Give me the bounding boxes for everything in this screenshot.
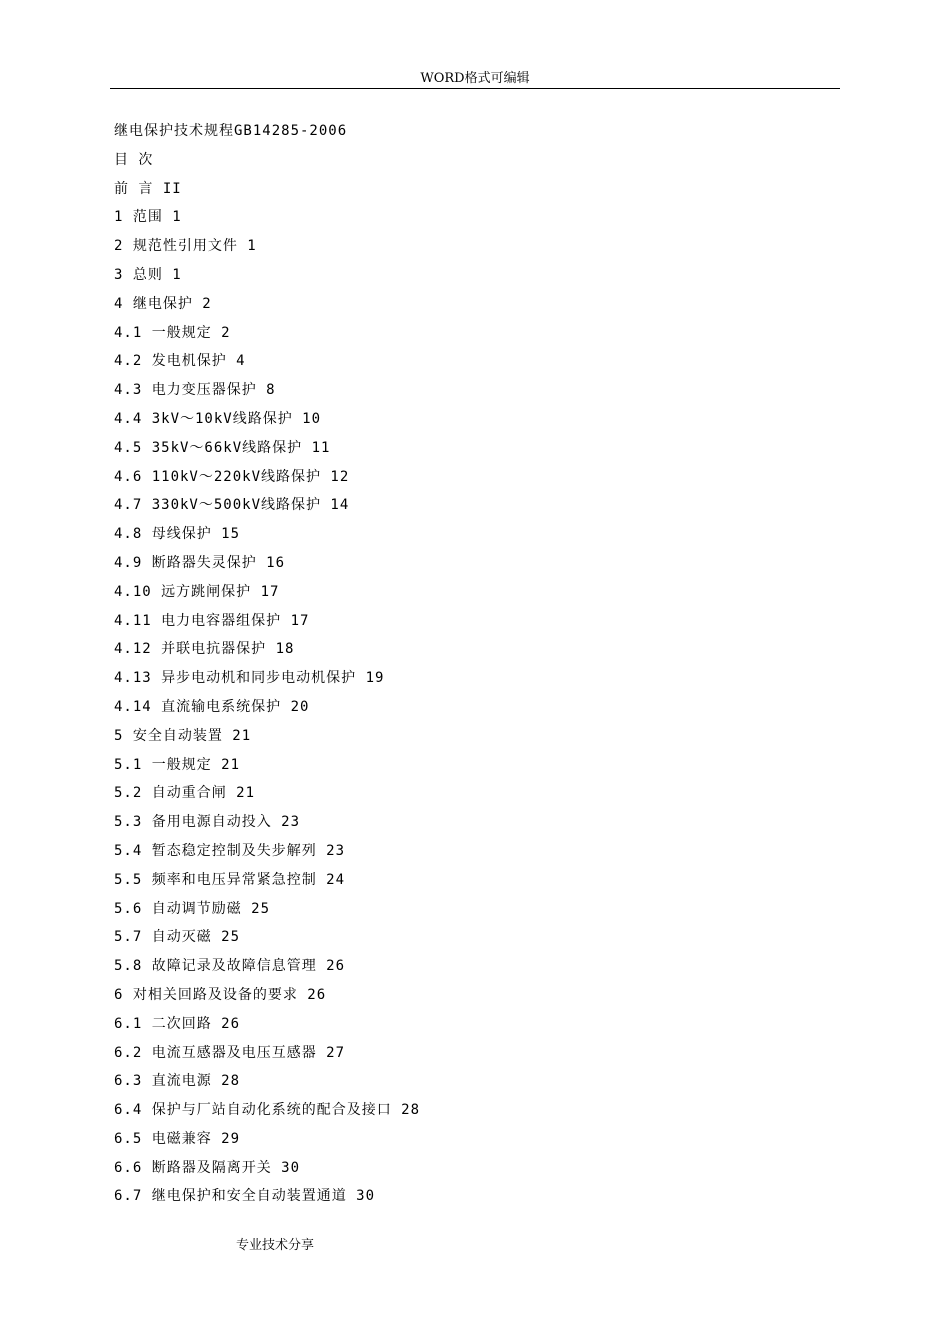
- toc-entry: 6.6 断路器及隔离开关 30: [114, 1159, 301, 1176]
- toc-entry: 6.1 二次回路 26: [114, 1015, 241, 1032]
- toc-entry: 5.6 自动调节励磁 25: [114, 900, 271, 917]
- toc-entry: 5.8 故障记录及故障信息管理 26: [114, 958, 346, 975]
- toc-entry: 5.1 一般规定 21: [114, 756, 241, 773]
- toc-entry: 4.7 330kV～500kV线路保护 14: [114, 497, 350, 514]
- toc-entry: 5.5 频率和电压异常紧急控制 24: [114, 871, 346, 888]
- toc-entry: 4 继电保护 2: [114, 295, 212, 312]
- toc-entry: 6.4 保护与厂站自动化系统的配合及接口 28: [114, 1102, 420, 1119]
- toc-entry: 4.13 异步电动机和同步电动机保护 19: [114, 670, 385, 687]
- page-header: WORD格式可编辑: [420, 71, 530, 86]
- toc-entry: 5.4 暂态稳定控制及失步解列 23: [114, 842, 346, 859]
- toc-entry: 4.14 直流输电系统保护 20: [114, 698, 310, 715]
- document-title: 继电保护技术规程GB14285-2006: [114, 123, 348, 139]
- page-footer: 专业技术分享: [236, 1238, 315, 1253]
- toc-entry: 4.12 并联电抗器保护 18: [114, 641, 295, 658]
- toc-entry: 3 总则 1: [114, 266, 182, 283]
- toc-entry: 4.8 母线保护 15: [114, 526, 241, 543]
- toc-entry: 4.6 110kV～220kV线路保护 12: [114, 468, 350, 485]
- toc-entry: 4.10 远方跳闸保护 17: [114, 583, 280, 600]
- toc-entry: 5.7 自动灭磁 25: [114, 929, 241, 946]
- toc-entry: 前 言 II: [114, 180, 182, 197]
- toc-entry: 4.11 电力电容器组保护 17: [114, 612, 310, 629]
- toc-entry: 4.1 一般规定 2: [114, 324, 231, 341]
- toc-entry: 2 规范性引用文件 1: [114, 238, 257, 255]
- toc-entry: 5.2 自动重合闸 21: [114, 785, 256, 802]
- toc-entry: 6.3 直流电源 28: [114, 1073, 241, 1090]
- toc-entry: 4.5 35kV～66kV线路保护 11: [114, 439, 331, 456]
- toc-entry: 6 对相关回路及设备的要求 26: [114, 986, 327, 1003]
- toc-entry: 目 次: [114, 151, 154, 168]
- toc-entry: 4.2 发电机保护 4: [114, 353, 246, 370]
- toc-entry: 4.9 断路器失灵保护 16: [114, 554, 286, 571]
- toc-entry: 1 范围 1: [114, 209, 182, 226]
- header-rule: [110, 88, 840, 89]
- toc-entry: 6.5 电磁兼容 29: [114, 1130, 241, 1147]
- toc-entry: 4.4 3kV～10kV线路保护 10: [114, 410, 322, 427]
- toc-entry: 6.7 继电保护和安全自动装置通道 30: [114, 1188, 376, 1205]
- toc-entry: 5.3 备用电源自动投入 23: [114, 814, 301, 831]
- toc-entry: 6.2 电流互感器及电压互感器 27: [114, 1044, 346, 1061]
- toc-entry: 5 安全自动装置 21: [114, 727, 252, 744]
- table-of-contents: [114, 117, 834, 1211]
- toc-entry: 4.3 电力变压器保护 8: [114, 382, 276, 399]
